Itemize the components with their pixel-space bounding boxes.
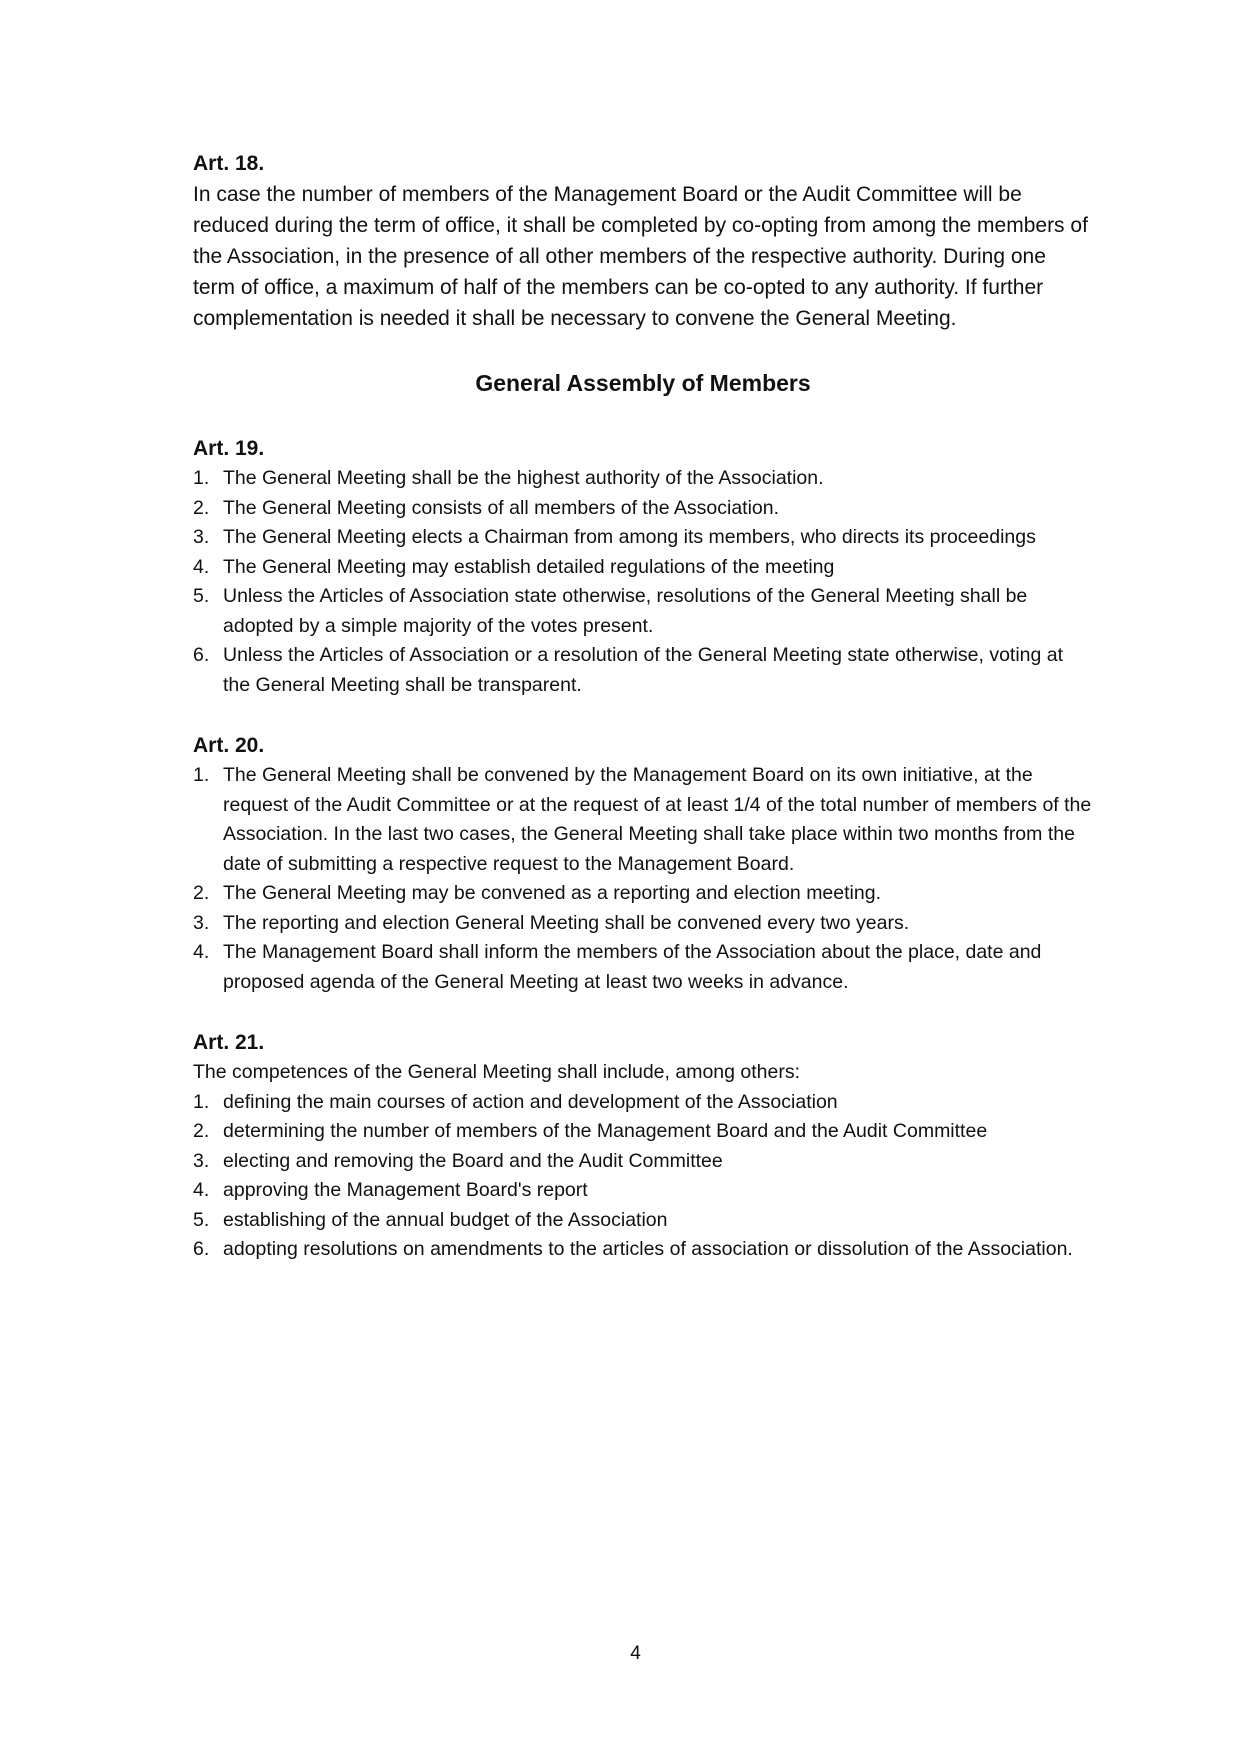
article-paragraph: In case the number of members of the Management Board or the Audit Committee will be reduced during the term of office, it shall be completed by co-opting from among the members of the Association, in the presence of all other members of the respective authority. During one term of office, a maximum of half of the members can be co-opted to any authority. If further complementation is needed it shall be necessary to convene the General Meeting. — [193, 183, 1088, 330]
item-text: electing and removing the Board and the Audit Committee — [223, 1149, 723, 1172]
list-item — [193, 553, 1093, 583]
item-number: 5. — [193, 1208, 210, 1231]
list-item — [193, 464, 1093, 494]
article-item-list — [193, 464, 1093, 700]
item-text: establishing of the annual budget of the Association — [223, 1208, 668, 1231]
list-item — [193, 1147, 1093, 1177]
list-item — [193, 1206, 1093, 1236]
item-text: The General Meeting may establish detailed regulations of the meeting — [223, 555, 835, 578]
item-text: The General Meeting shall be convened by the Management Board on its own initiative, at the request of the Audit Committee or at the request of at least 1/4 of the total number of members of the Association. In the last two cases, the General Meeting shall take place within two months from the date of submitting a respective request to the Management Board. — [223, 764, 1092, 875]
article-19 — [193, 433, 1093, 700]
page-content — [193, 148, 1093, 1265]
list-item — [193, 523, 1093, 553]
list-item — [193, 1117, 1093, 1147]
article-heading: Art. 20. — [193, 734, 265, 757]
item-number: 6. — [193, 1238, 210, 1260]
section-spacer — [193, 997, 1093, 1027]
item-number: 3. — [193, 526, 210, 548]
section-spacer — [193, 700, 1093, 730]
item-text: The General Meeting may be convened as a reporting and election meeting. — [223, 882, 881, 904]
article-heading: Art. 18. — [193, 152, 265, 175]
list-item — [193, 1176, 1093, 1206]
list-item — [193, 494, 1093, 524]
item-text: The reporting and election General Meeting shall be convened every two years. — [223, 911, 910, 934]
article-item-list — [193, 1088, 1093, 1265]
list-item — [193, 582, 1093, 641]
article-18 — [193, 148, 1093, 334]
item-text: The General Meeting shall be the highest authority of the Association. — [223, 467, 824, 489]
item-text: adopting resolutions on amendments to the articles of association or dissolution of the Association. — [223, 1238, 1073, 1260]
list-item — [193, 761, 1093, 879]
item-text: approving the Management Board's report — [223, 1179, 588, 1201]
item-text: Unless the Articles of Association state otherwise, resolutions of the General Meeting shall be adopted by a simple majority of the votes present. — [223, 585, 1028, 637]
item-number: 4. — [193, 941, 210, 963]
article-item-list — [193, 761, 1093, 997]
item-text: Unless the Articles of Association or a resolution of the General Meeting state otherwise, voting at the General Meeting shall be transparent. — [223, 644, 1064, 696]
article-heading: Art. 19. — [193, 437, 265, 460]
item-number: 6. — [193, 644, 210, 666]
list-item — [193, 1088, 1093, 1118]
list-item — [193, 938, 1093, 997]
item-number: 1. — [193, 764, 210, 786]
section-title: General Assembly of Members — [475, 370, 811, 396]
item-text: The General Meeting elects a Chairman from among its members, who directs its proceedings — [223, 526, 1036, 548]
item-number: 4. — [193, 1179, 210, 1201]
list-item — [193, 641, 1093, 700]
item-number: 2. — [193, 882, 210, 904]
article-heading: Art. 21. — [193, 1031, 265, 1054]
item-number: 4. — [193, 555, 210, 578]
list-item — [193, 879, 1093, 909]
article-intro: The competences of the General Meeting shall include, among others: — [193, 1061, 801, 1083]
list-item — [193, 909, 1093, 939]
item-number: 3. — [193, 911, 210, 934]
item-text: The Management Board shall inform the members of the Association about the place, date and proposed agenda of the General Meeting at least two weeks in advance. — [223, 941, 1042, 993]
item-number: 2. — [193, 496, 210, 519]
item-number: 3. — [193, 1149, 210, 1172]
item-number: 1. — [193, 467, 210, 489]
item-text: The General Meeting consists of all members of the Association. — [223, 496, 780, 519]
item-text: determining the number of members of the Management Board and the Audit Committee — [223, 1120, 988, 1142]
item-text: defining the main courses of action and development of the Association — [223, 1090, 838, 1113]
item-number: 1. — [193, 1090, 210, 1113]
list-item — [193, 1235, 1093, 1265]
item-number: 2. — [193, 1120, 210, 1142]
item-number: 5. — [193, 585, 210, 607]
page-number: 4 — [630, 1643, 641, 1664]
article-20 — [193, 730, 1093, 997]
article-21 — [193, 1027, 1093, 1265]
